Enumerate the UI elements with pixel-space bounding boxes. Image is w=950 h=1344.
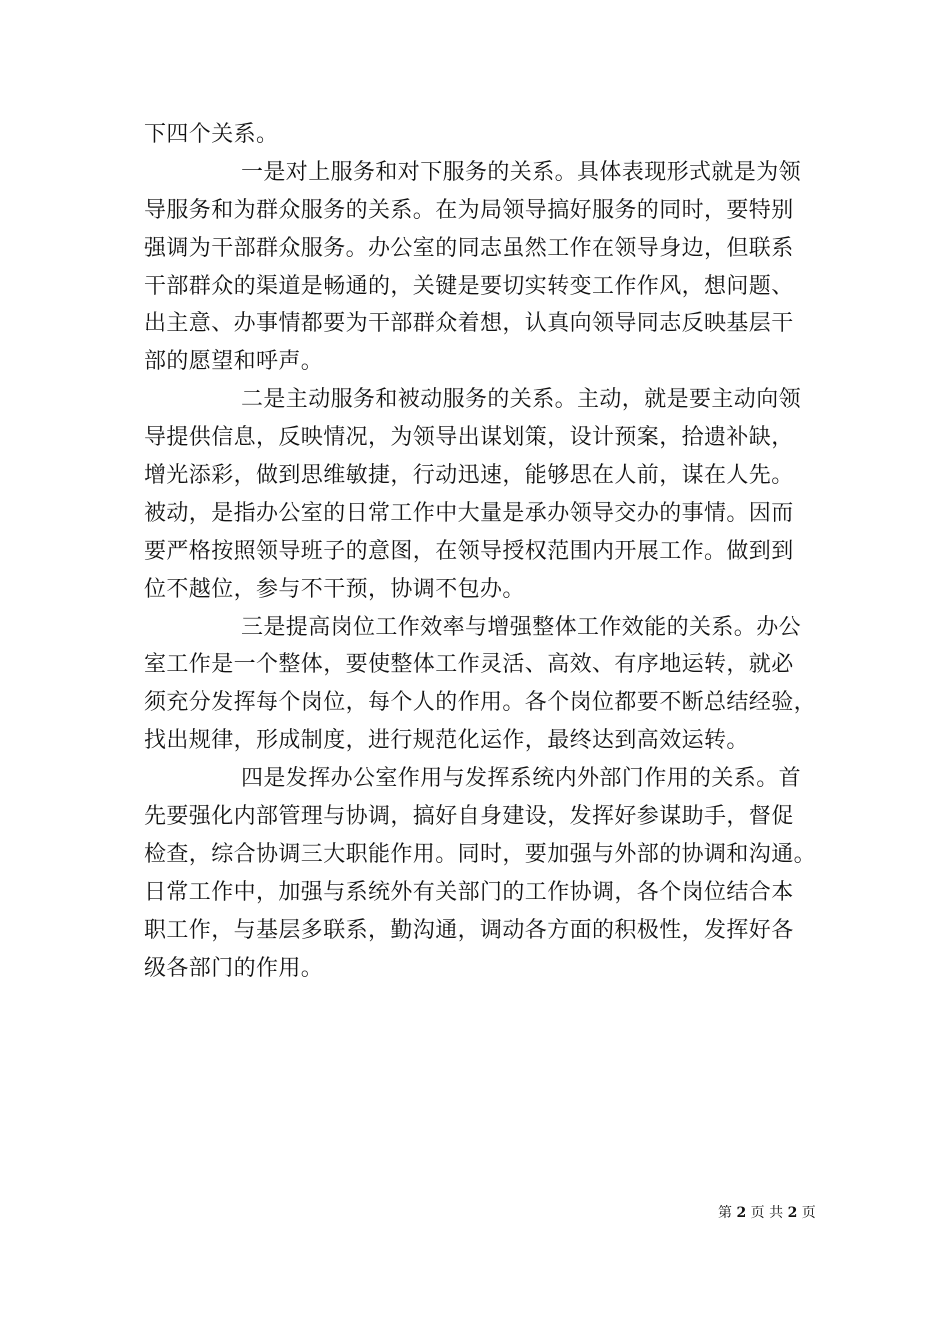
page-footer [718, 1203, 816, 1223]
paragraph-first-line: 一是对上服务和对下服务的关系。具体表现形式就是为领 [241, 159, 802, 185]
text-line: 位不越位，参与不干预，协调不包办。 [144, 576, 525, 602]
text-line: 职工作，与基层多联系，勤沟通，调动各方面的积极性，发挥好各 [144, 917, 794, 943]
text-line: 室工作是一个整体，要使整体工作灵活、高效、有序地运转，就必 [144, 652, 794, 678]
text-line: 导服务和为群众服务的关系。在为局领导搞好服务的同时，要特别 [144, 197, 794, 223]
text-line: 导提供信息，反映情况，为领导出谋划策，设计预案，拾遗补缺， [144, 425, 794, 451]
text-line: 先要强化内部管理与协调，搞好自身建设，发挥好参谋助手，督促 [144, 804, 794, 830]
paragraph-first-line: 四是发挥办公室作用与发挥系统内外部门作用的关系。首 [241, 766, 802, 792]
text-line: 被动，是指办公室的日常工作中大量是承办领导交办的事情。因而 [144, 500, 794, 526]
text-line: 部的愿望和呼声。 [144, 349, 324, 375]
text-line: 增光添彩，做到思维敏捷，行动迅速，能够思在人前，谋在人先。 [144, 463, 794, 489]
body-text [144, 116, 824, 987]
text-line: 强调为干部群众服务。办公室的同志虽然工作在领导身边，但联系 [144, 235, 794, 261]
text-line: 日常工作中，加强与系统外有关部门的工作协调，各个岗位结合本 [144, 879, 794, 905]
text-line: 要严格按照领导班子的意图，在领导授权范围内开展工作。做到到 [144, 538, 794, 564]
paragraph-first-line: 三是提高岗位工作效率与增强整体工作效能的关系。办公 [241, 614, 802, 640]
text-line: 级各部门的作用。 [144, 955, 324, 981]
footer-suffix: 页 [801, 1205, 816, 1221]
paragraph-first-line: 二是主动服务和被动服务的关系。主动，就是要主动向领 [241, 387, 802, 413]
text-line: 找出规律，形成制度，进行规范化运作，最终达到高效运转。 [144, 728, 749, 754]
text-line: 须充分发挥每个岗位，每个人的作用。各个岗位都要不断总结经验， [144, 690, 817, 716]
footer-total-pages: 2 [787, 1205, 798, 1221]
footer-current-page: 2 [736, 1205, 747, 1221]
text-line: 检查，综合协调三大职能作用。同时，要加强与外部的协调和沟通。 [144, 841, 817, 867]
footer-prefix: 第 [718, 1205, 732, 1221]
text-line: 干部群众的渠道是畅通的，关键是要切实转变工作作风，想问题、 [144, 273, 794, 299]
footer-middle: 页 共 [750, 1205, 784, 1221]
text-line: 下四个关系。 [144, 122, 279, 147]
text-line: 出主意、办事情都要为干部群众着想，认真向领导同志反映基层干 [144, 311, 794, 337]
